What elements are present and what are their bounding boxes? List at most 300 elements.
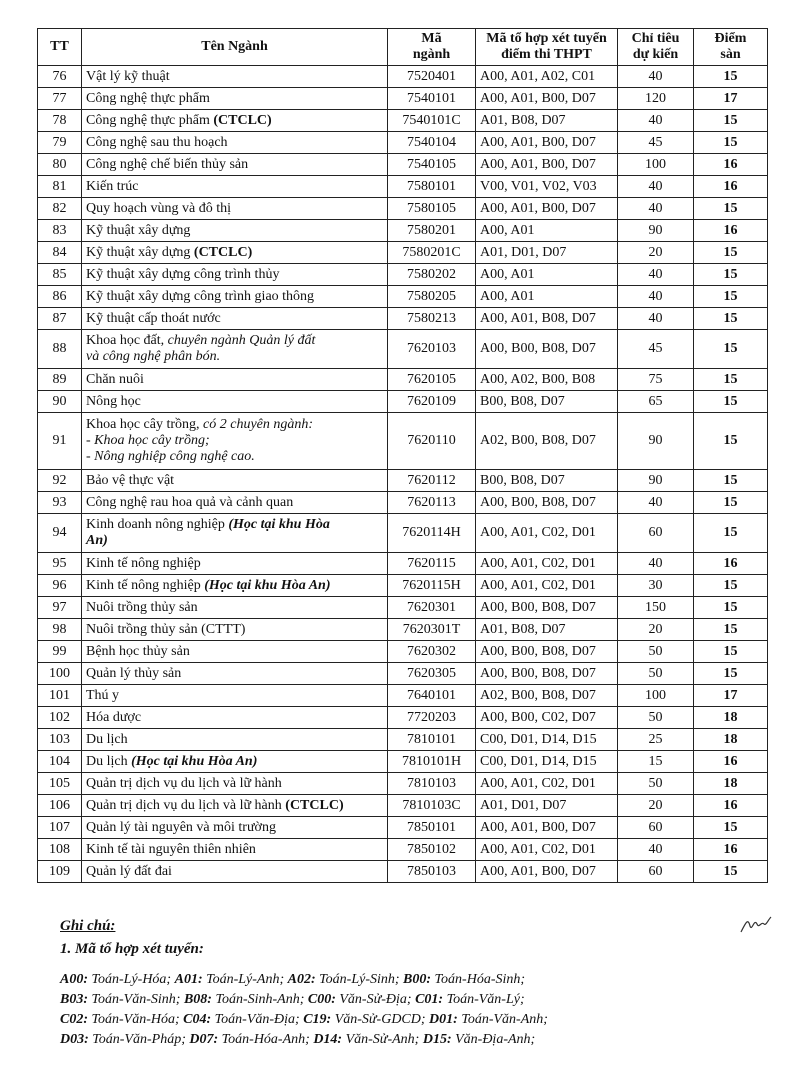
cell-to-hop: B00, B08, D07 xyxy=(476,470,618,492)
table-row xyxy=(38,308,768,330)
table-row xyxy=(38,369,768,391)
cell-ten-nganh-text: Quản lý thủy sản xyxy=(86,665,182,681)
cell-ten-nganh xyxy=(82,553,388,575)
cell-diem-san: 15 xyxy=(694,492,768,514)
cell-diem-san: 15 xyxy=(694,330,768,369)
cell-ten-nganh-text: Nông học xyxy=(86,393,141,409)
cell-chi-tieu: 20 xyxy=(618,619,694,641)
cell-tt: 105 xyxy=(38,773,82,795)
cell-chi-tieu: 40 xyxy=(618,176,694,198)
cell-tt: 81 xyxy=(38,176,82,198)
cell-diem-san: 17 xyxy=(694,685,768,707)
cell-ma-nganh: 7540104 xyxy=(388,132,476,154)
cell-tt: 94 xyxy=(38,514,82,553)
cell-ten-nganh-text: Công nghệ thực phẩm xyxy=(86,90,210,106)
cell-tt: 95 xyxy=(38,553,82,575)
cell-ten-nganh xyxy=(82,861,388,883)
header-to-hop-line2: điểm thi THPT xyxy=(501,47,592,62)
cell-ten-nganh-text: Khoa học đất, xyxy=(86,333,168,348)
combo-subjects: Toán-Lý-Anh; xyxy=(202,972,288,987)
cell-tt: 108 xyxy=(38,839,82,861)
table-row xyxy=(38,751,768,773)
cell-chi-tieu: 60 xyxy=(618,817,694,839)
header-ten-nganh xyxy=(82,29,388,66)
cell-ten-nganh-text: Nuôi trồng thủy sản (CTTT) xyxy=(86,621,246,637)
table-row xyxy=(38,663,768,685)
cell-to-hop: A01, B08, D07 xyxy=(476,110,618,132)
cell-tt: 93 xyxy=(38,492,82,514)
header-ma-nganh-line2: ngành xyxy=(412,47,451,62)
combo-code: B08: xyxy=(183,992,212,1007)
cell-to-hop: A00, A01, A02, C01 xyxy=(476,66,618,88)
cell-ten-nganh xyxy=(82,369,388,391)
table-row xyxy=(38,264,768,286)
combo-line xyxy=(60,970,760,990)
table-body xyxy=(38,66,768,883)
cell-to-hop: A00, B00, B08, D07 xyxy=(476,663,618,685)
cell-ten-nganh-text: Công nghệ sau thu hoạch xyxy=(86,134,228,150)
cell-ten-nganh xyxy=(82,66,388,88)
combo-code: D15: xyxy=(422,1032,452,1047)
cell-ten-nganh xyxy=(82,795,388,817)
cell-ten-nganh-text: Quản lý đất đai xyxy=(86,863,172,879)
table-row xyxy=(38,861,768,883)
cell-chi-tieu: 60 xyxy=(618,861,694,883)
cell-to-hop: A00, A01, C02, D01 xyxy=(476,514,618,553)
cell-diem-san: 15 xyxy=(694,575,768,597)
cell-chi-tieu: 40 xyxy=(618,553,694,575)
cell-tt: 90 xyxy=(38,391,82,413)
table-row xyxy=(38,685,768,707)
cell-ten-nganh-text: Thú y xyxy=(86,687,120,703)
cell-tt: 103 xyxy=(38,729,82,751)
combo-subjects: Văn-Sử-Anh; xyxy=(342,1032,423,1047)
cell-to-hop: A00, A01, C02, D01 xyxy=(476,773,618,795)
cell-ma-nganh: 7640101 xyxy=(388,685,476,707)
cell-tt: 89 xyxy=(38,369,82,391)
combo-code: D14: xyxy=(313,1032,343,1047)
combo-subjects: Toán-Lý-Hóa; xyxy=(88,972,175,987)
cell-tt: 79 xyxy=(38,132,82,154)
cell-to-hop: A00, B00, B08, D07 xyxy=(476,492,618,514)
cell-ma-nganh: 7620105 xyxy=(388,369,476,391)
cell-ten-nganh xyxy=(82,308,388,330)
cell-chi-tieu: 75 xyxy=(618,369,694,391)
cell-ma-nganh: 7620305 xyxy=(388,663,476,685)
cell-chi-tieu: 45 xyxy=(618,330,694,369)
header-chi-tieu-line1: Chỉ tiêu xyxy=(631,31,680,46)
cell-ten-nganh-text: Kỹ thuật xây dựng công trình thủy xyxy=(86,266,280,282)
combo-code: C04: xyxy=(183,1012,212,1027)
cell-chi-tieu: 120 xyxy=(618,88,694,110)
cell-ten-nganh-text: Công nghệ chế biến thủy sản xyxy=(86,156,249,172)
cell-ma-nganh: 7580101 xyxy=(388,176,476,198)
combo-code: C01: xyxy=(415,992,444,1007)
cell-chi-tieu: 150 xyxy=(618,597,694,619)
header-ma-nganh-line1: Mã xyxy=(421,31,442,46)
combo-code: C19: xyxy=(303,1012,332,1027)
cell-to-hop: A00, A01 xyxy=(476,264,618,286)
cell-diem-san: 15 xyxy=(694,641,768,663)
combo-line xyxy=(60,990,760,1010)
cell-tt: 96 xyxy=(38,575,82,597)
cell-to-hop: A00, B00, B08, D07 xyxy=(476,330,618,369)
cell-to-hop: A00, A01, B00, D07 xyxy=(476,154,618,176)
table-row xyxy=(38,330,768,369)
cell-ten-nganh-text: An) xyxy=(86,533,108,548)
cell-diem-san: 17 xyxy=(694,88,768,110)
cell-ten-nganh xyxy=(82,110,388,132)
table-row xyxy=(38,242,768,264)
table-row xyxy=(38,110,768,132)
cell-ma-nganh: 7540101 xyxy=(388,88,476,110)
cell-ma-nganh: 7810101H xyxy=(388,751,476,773)
cell-tt: 80 xyxy=(38,154,82,176)
cell-ten-nganh-text: Du lịch xyxy=(86,753,132,769)
cell-ma-nganh: 7540105 xyxy=(388,154,476,176)
combo-code: D07: xyxy=(189,1032,219,1047)
cell-tt: 99 xyxy=(38,641,82,663)
cell-ten-nganh-text: Công nghệ rau hoa quả và cảnh quan xyxy=(86,494,294,510)
header-tt xyxy=(38,29,82,66)
combo-code-list xyxy=(60,970,760,1050)
cell-ma-nganh: 7720203 xyxy=(388,707,476,729)
cell-chi-tieu: 40 xyxy=(618,492,694,514)
combo-subjects: Toán-Văn-Anh; xyxy=(457,1012,548,1027)
combo-subjects: Văn-Địa-Anh; xyxy=(451,1032,536,1047)
header-chi-tieu xyxy=(618,29,694,66)
cell-diem-san: 15 xyxy=(694,242,768,264)
cell-tt: 100 xyxy=(38,663,82,685)
header-ten-nganh-text: Tên Ngành xyxy=(201,39,268,54)
cell-ten-nganh xyxy=(82,242,388,264)
combo-subjects: Toán-Văn-Pháp; xyxy=(88,1032,190,1047)
cell-to-hop: A01, D01, D07 xyxy=(476,795,618,817)
cell-chi-tieu: 15 xyxy=(618,751,694,773)
cell-to-hop: A00, B00, B08, D07 xyxy=(476,641,618,663)
cell-ma-nganh: 7620112 xyxy=(388,470,476,492)
table-row xyxy=(38,817,768,839)
cell-ten-nganh-text: Chăn nuôi xyxy=(86,371,144,387)
cell-to-hop: A00, B00, C02, D07 xyxy=(476,707,618,729)
cell-to-hop: A00, A01, B08, D07 xyxy=(476,308,618,330)
cell-ma-nganh: 7620115 xyxy=(388,553,476,575)
cell-chi-tieu: 40 xyxy=(618,66,694,88)
combo-code: C02: xyxy=(60,1012,88,1027)
combo-subjects: Toán-Hóa-Anh; xyxy=(218,1032,314,1047)
cell-ten-nganh-text: Kiến trúc xyxy=(86,178,139,194)
cell-chi-tieu: 40 xyxy=(618,110,694,132)
cell-to-hop: A02, B00, B08, D07 xyxy=(476,413,618,470)
cell-ten-nganh-text: Kỹ thuật xây dựng xyxy=(86,244,194,260)
table-row xyxy=(38,176,768,198)
cell-diem-san: 15 xyxy=(694,110,768,132)
cell-to-hop: C00, D01, D14, D15 xyxy=(476,729,618,751)
cell-chi-tieu: 40 xyxy=(618,839,694,861)
table-row xyxy=(38,154,768,176)
cell-chi-tieu: 40 xyxy=(618,308,694,330)
cell-chi-tieu: 40 xyxy=(618,264,694,286)
combo-subjects: Văn-Sử-Địa; xyxy=(335,992,416,1007)
cell-tt: 107 xyxy=(38,817,82,839)
combo-subjects: Toán-Văn-Sinh; xyxy=(88,992,184,1007)
table-row xyxy=(38,707,768,729)
header-to-hop-line1: Mã tổ hợp xét tuyển xyxy=(486,31,607,46)
cell-ten-nganh xyxy=(82,707,388,729)
notes-sub-heading: 1. Mã tổ hợp xét tuyển: xyxy=(60,941,204,957)
cell-to-hop: A01, B08, D07 xyxy=(476,619,618,641)
table-row xyxy=(38,470,768,492)
cell-to-hop: A00, A01 xyxy=(476,220,618,242)
header-diem-san-line1: Điểm xyxy=(714,31,747,46)
cell-ten-nganh xyxy=(82,839,388,861)
cell-chi-tieu: 50 xyxy=(618,707,694,729)
table-row xyxy=(38,795,768,817)
cell-diem-san: 15 xyxy=(694,132,768,154)
cell-ten-nganh-text: Hóa dược xyxy=(86,709,142,725)
cell-ma-nganh: 7810103C xyxy=(388,795,476,817)
cell-diem-san: 16 xyxy=(694,220,768,242)
cell-diem-san: 16 xyxy=(694,795,768,817)
cell-ma-nganh: 7620115H xyxy=(388,575,476,597)
cell-ten-nganh xyxy=(82,391,388,413)
cell-ten-nganh xyxy=(82,619,388,641)
cell-ten-nganh-text: Vật lý kỹ thuật xyxy=(86,68,170,84)
cell-ten-nganh-text: và công nghệ phân bón. xyxy=(86,349,221,364)
table-row xyxy=(38,575,768,597)
cell-tt: 92 xyxy=(38,470,82,492)
cell-chi-tieu: 30 xyxy=(618,575,694,597)
cell-ten-nganh-text: Khoa học cây trồng, xyxy=(86,417,204,432)
cell-diem-san: 15 xyxy=(694,514,768,553)
cell-chi-tieu: 90 xyxy=(618,470,694,492)
cell-ten-nganh-text: Kinh tế tài nguyên thiên nhiên xyxy=(86,841,256,857)
combo-subjects: Toán-Văn-Lý; xyxy=(443,992,525,1007)
table-row xyxy=(38,391,768,413)
cell-diem-san: 15 xyxy=(694,286,768,308)
cell-tt: 77 xyxy=(38,88,82,110)
cell-ma-nganh: 7580213 xyxy=(388,308,476,330)
cell-to-hop: A00, A01, B00, D07 xyxy=(476,88,618,110)
cell-diem-san: 15 xyxy=(694,264,768,286)
combo-line xyxy=(60,1010,760,1030)
cell-diem-san: 15 xyxy=(694,817,768,839)
admission-table xyxy=(37,28,768,883)
cell-tt: 78 xyxy=(38,110,82,132)
cell-tt: 98 xyxy=(38,619,82,641)
cell-ma-nganh: 7810101 xyxy=(388,729,476,751)
cell-diem-san: 15 xyxy=(694,66,768,88)
cell-ma-nganh: 7620110 xyxy=(388,413,476,470)
notes-heading: Ghi chú: xyxy=(60,918,116,934)
cell-diem-san: 15 xyxy=(694,308,768,330)
cell-ma-nganh: 7580201 xyxy=(388,220,476,242)
cell-to-hop: A00, A01, C02, D01 xyxy=(476,839,618,861)
cell-ten-nganh-text: Quản trị dịch vụ du lịch và lữ hành xyxy=(86,797,286,813)
cell-ten-nganh-text: (Học tại khu Hòa An) xyxy=(204,577,331,593)
cell-chi-tieu: 50 xyxy=(618,773,694,795)
cell-ma-nganh: 7620301T xyxy=(388,619,476,641)
cell-to-hop: A00, A01, B00, D07 xyxy=(476,132,618,154)
cell-tt: 86 xyxy=(38,286,82,308)
cell-ten-nganh xyxy=(82,729,388,751)
header-chi-tieu-line2: dự kiến xyxy=(632,47,679,62)
cell-chi-tieu: 20 xyxy=(618,242,694,264)
cell-ten-nganh-text: Công nghệ thực phẩm xyxy=(86,112,214,128)
combo-code: A01: xyxy=(174,972,203,987)
table-row xyxy=(38,88,768,110)
cell-diem-san: 16 xyxy=(694,553,768,575)
cell-ten-nganh xyxy=(82,413,388,470)
cell-ten-nganh-text: Kinh doanh nông nghiệp xyxy=(86,517,229,532)
cell-tt: 85 xyxy=(38,264,82,286)
table-row xyxy=(38,66,768,88)
cell-chi-tieu: 65 xyxy=(618,391,694,413)
cell-ten-nganh-text: Bảo vệ thực vật xyxy=(86,472,175,488)
cell-ma-nganh: 7580201C xyxy=(388,242,476,264)
table-row xyxy=(38,641,768,663)
cell-diem-san: 16 xyxy=(694,751,768,773)
cell-ma-nganh: 7620302 xyxy=(388,641,476,663)
cell-chi-tieu: 90 xyxy=(618,413,694,470)
cell-tt: 102 xyxy=(38,707,82,729)
table-row xyxy=(38,729,768,751)
cell-ten-nganh xyxy=(82,597,388,619)
cell-tt: 106 xyxy=(38,795,82,817)
header-to-hop xyxy=(476,29,618,66)
cell-ten-nganh-text: (Học tại khu Hòa xyxy=(228,517,330,532)
cell-diem-san: 16 xyxy=(694,176,768,198)
cell-diem-san: 15 xyxy=(694,861,768,883)
cell-to-hop: A01, D01, D07 xyxy=(476,242,618,264)
cell-to-hop: V00, V01, V02, V03 xyxy=(476,176,618,198)
cell-diem-san: 15 xyxy=(694,597,768,619)
cell-ma-nganh: 7520401 xyxy=(388,66,476,88)
cell-ma-nganh: 7580205 xyxy=(388,286,476,308)
cell-ten-nganh xyxy=(82,286,388,308)
cell-to-hop: A00, A01, B00, D07 xyxy=(476,198,618,220)
cell-chi-tieu: 90 xyxy=(618,220,694,242)
cell-diem-san: 15 xyxy=(694,413,768,470)
cell-ten-nganh xyxy=(82,817,388,839)
table-row xyxy=(38,492,768,514)
table-row xyxy=(38,198,768,220)
cell-ten-nganh xyxy=(82,641,388,663)
cell-ten-nganh xyxy=(82,176,388,198)
cell-chi-tieu: 40 xyxy=(618,286,694,308)
cell-to-hop: A00, A02, B00, B08 xyxy=(476,369,618,391)
cell-tt: 83 xyxy=(38,220,82,242)
cell-ten-nganh-text: có 2 chuyên ngành: xyxy=(203,417,314,432)
table-row xyxy=(38,619,768,641)
cell-tt: 109 xyxy=(38,861,82,883)
combo-subjects: Toán-Sinh-Anh; xyxy=(211,992,308,1007)
cell-ten-nganh-text: Bệnh học thủy sản xyxy=(86,643,190,659)
notes-section xyxy=(60,918,760,1050)
cell-ten-nganh-text: (CTCLC) xyxy=(213,112,272,128)
cell-ten-nganh-text: Quy hoạch vùng và đô thị xyxy=(86,200,232,216)
cell-ten-nganh xyxy=(82,220,388,242)
cell-ma-nganh: 7620109 xyxy=(388,391,476,413)
cell-ma-nganh: 7580105 xyxy=(388,198,476,220)
cell-tt: 104 xyxy=(38,751,82,773)
cell-chi-tieu: 45 xyxy=(618,132,694,154)
cell-to-hop: A00, A01 xyxy=(476,286,618,308)
cell-diem-san: 16 xyxy=(694,154,768,176)
table-row xyxy=(38,514,768,553)
table-row xyxy=(38,413,768,470)
cell-tt: 76 xyxy=(38,66,82,88)
cell-ten-nganh-text: (CTCLC) xyxy=(285,797,344,813)
combo-subjects: Toán-Lý-Sinh; xyxy=(315,972,404,987)
combo-code: A00: xyxy=(60,972,88,987)
cell-diem-san: 18 xyxy=(694,707,768,729)
combo-subjects: Toán-Hóa-Sinh; xyxy=(431,972,526,987)
cell-ten-nganh-text: Nuôi trồng thủy sản xyxy=(86,599,198,615)
cell-ma-nganh: 7620301 xyxy=(388,597,476,619)
table-row xyxy=(38,286,768,308)
cell-ma-nganh: 7850103 xyxy=(388,861,476,883)
cell-ten-nganh xyxy=(82,330,388,369)
cell-ten-nganh xyxy=(82,751,388,773)
cell-ma-nganh: 7620113 xyxy=(388,492,476,514)
cell-to-hop: A00, B00, B08, D07 xyxy=(476,597,618,619)
cell-ten-nganh xyxy=(82,470,388,492)
cell-diem-san: 15 xyxy=(694,391,768,413)
cell-ten-nganh xyxy=(82,575,388,597)
cell-chi-tieu: 20 xyxy=(618,795,694,817)
combo-subjects: Toán-Văn-Hóa; xyxy=(88,1012,184,1027)
combo-code: B00: xyxy=(403,972,432,987)
cell-tt: 101 xyxy=(38,685,82,707)
combo-line xyxy=(60,1030,760,1050)
table-header xyxy=(38,29,768,66)
cell-tt: 91 xyxy=(38,413,82,470)
cell-to-hop: A00, A01, C02, D01 xyxy=(476,553,618,575)
cell-to-hop: A00, A01, C02, D01 xyxy=(476,575,618,597)
cell-tt: 87 xyxy=(38,308,82,330)
cell-tt: 84 xyxy=(38,242,82,264)
cell-ten-nganh xyxy=(82,492,388,514)
cell-ten-nganh-text: Kinh tế nông nghiệp xyxy=(86,577,205,593)
cell-diem-san: 15 xyxy=(694,369,768,391)
cell-diem-san: 15 xyxy=(694,470,768,492)
header-ma-nganh xyxy=(388,29,476,66)
combo-code: D01: xyxy=(429,1012,458,1027)
cell-ten-nganh-text: Quản trị dịch vụ du lịch và lữ hành xyxy=(86,775,282,791)
header-tt-text: TT xyxy=(50,39,69,54)
cell-ten-nganh-text: Kỹ thuật cấp thoát nước xyxy=(86,310,221,326)
cell-chi-tieu: 40 xyxy=(618,198,694,220)
table-row xyxy=(38,773,768,795)
table-row xyxy=(38,597,768,619)
cell-ten-nganh xyxy=(82,88,388,110)
cell-ten-nganh xyxy=(82,773,388,795)
combo-code: C00: xyxy=(307,992,336,1007)
cell-to-hop: C00, D01, D14, D15 xyxy=(476,751,618,773)
cell-chi-tieu: 50 xyxy=(618,641,694,663)
header-row xyxy=(38,29,768,66)
cell-ten-nganh xyxy=(82,264,388,286)
cell-ten-nganh-text: Kỹ thuật xây dựng xyxy=(86,222,191,238)
cell-ma-nganh: 7850102 xyxy=(388,839,476,861)
cell-ten-nganh xyxy=(82,685,388,707)
cell-chi-tieu: 100 xyxy=(618,685,694,707)
cell-ten-nganh-text: Du lịch xyxy=(86,731,128,747)
combo-subjects: Toán-Văn-Địa; xyxy=(211,1012,304,1027)
cell-ten-nganh-text: - Khoa học cây trồng; xyxy=(86,433,210,448)
combo-code: A02: xyxy=(287,972,316,987)
